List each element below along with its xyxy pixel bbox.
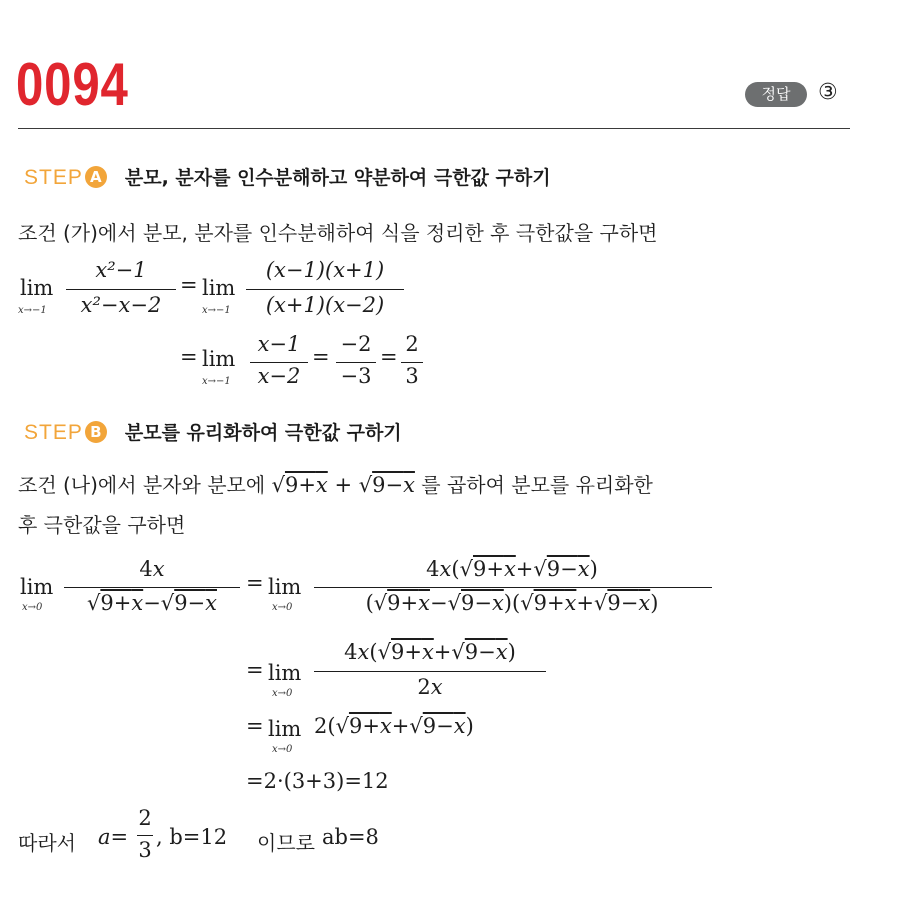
fraction-bar <box>137 835 153 836</box>
step-b-intro-1a: 조건 (나)에서 분자와 분모에 <box>18 473 266 497</box>
problem-number: 0094 <box>16 51 129 118</box>
answer-label-badge: 정답 <box>745 82 807 107</box>
step-a-frac3-num: x−1 <box>257 332 301 356</box>
header-divider <box>18 128 850 129</box>
fraction-bar <box>66 289 176 290</box>
conclusion-pre: 따라서 <box>18 831 76 855</box>
step-a-lim-2: lim <box>202 276 236 300</box>
step-b-intro-1b: 를 곱하여 분모를 유리화한 <box>421 473 653 497</box>
step-b-title: 분모를 유리화하여 극한값 구하기 <box>124 422 402 444</box>
fraction-bar <box>250 362 308 363</box>
conclusion-b-part: , b=12 <box>156 825 228 849</box>
step-a-lim-3: lim <box>202 347 236 371</box>
step-b-lim-1: lim <box>20 575 54 599</box>
step-b-frac1-den: √9+x−√9−x <box>86 591 217 615</box>
step-b-intro-line2: 후 극한값을 구하면 <box>18 513 186 537</box>
fraction-bar <box>314 671 546 672</box>
step-b-line3-expression: 2(√9+x+√9−x) <box>314 714 474 738</box>
step-a-letter-icon: A <box>85 166 107 188</box>
equals-sign: = <box>246 714 264 738</box>
step-a-lim-3-sub: x→−1 <box>202 376 231 387</box>
fraction-bar <box>401 362 423 363</box>
step-b-lim-4: lim <box>268 717 302 741</box>
step-a-frac4-num: −2 <box>340 332 372 356</box>
step-a-title: 분모, 분자를 인수분해하고 약분하여 극한값 구하기 <box>124 167 551 189</box>
step-b-frac3-num: 4x(√9+x+√9−x) <box>344 640 516 664</box>
step-b-frac2-den: (√9+x−√9−x)(√9+x+√9−x) <box>365 591 659 615</box>
equals-sign: = <box>246 571 264 595</box>
step-a-frac5-den: 3 <box>405 364 419 388</box>
step-a-frac3-den: x−2 <box>257 364 301 388</box>
step-b-intro-line1 <box>18 469 653 498</box>
step-a-lim-1: lim <box>20 276 54 300</box>
conclusion-a-num: 2 <box>138 806 152 830</box>
equals-sign: = <box>312 345 330 369</box>
sqrt-sum-expression: √9+x + √9−x <box>271 473 415 497</box>
step-a-frac5-num: 2 <box>405 332 419 356</box>
step-a-lim-2-sub: x→−1 <box>202 305 231 316</box>
step-a-frac1-den: x²−x−2 <box>80 293 162 317</box>
conclusion-ab-part: ab=8 <box>322 825 379 849</box>
step-b-lim-3: lim <box>268 661 302 685</box>
answer-value: ③ <box>818 80 838 105</box>
step-a-frac2-den: (x+1)(x−2) <box>265 293 385 317</box>
step-b-frac2-num: 4x(√9+x+√9−x) <box>426 557 598 581</box>
step-a-frac4-den: −3 <box>340 364 372 388</box>
step-b-line4: =2·(3+3)=12 <box>246 769 389 793</box>
fraction-bar <box>64 587 240 588</box>
step-b-word: STEP <box>24 421 83 444</box>
conclusion-mid: 이므로 <box>257 831 315 855</box>
step-b-heading <box>24 418 402 445</box>
step-b-lim-3-sub: x→0 <box>272 688 293 699</box>
equals-sign: = <box>180 273 198 297</box>
fraction-bar <box>246 289 404 290</box>
step-b-lim-1-sub: x→0 <box>22 602 43 613</box>
step-a-frac1-num: x²−1 <box>95 258 147 282</box>
equals-sign: = <box>246 658 264 682</box>
step-b-lim-2-sub: x→0 <box>272 602 293 613</box>
step-b-frac3-den: 2x <box>417 675 443 699</box>
fraction-bar <box>336 362 376 363</box>
step-a-heading <box>24 163 551 190</box>
fraction-bar <box>314 587 712 588</box>
equals-sign: = <box>380 345 398 369</box>
step-b-letter-icon: B <box>85 421 107 443</box>
step-b-lim-2: lim <box>268 575 302 599</box>
step-a-lim-1-sub: x→−1 <box>18 305 47 316</box>
conclusion-a-den: 3 <box>138 838 152 862</box>
step-a-intro: 조건 (가)에서 분모, 분자를 인수분해하여 식을 정리한 후 극한값을 구하면 <box>18 221 658 245</box>
step-b-frac1-num: 4x <box>139 557 165 581</box>
conclusion-a-eq: a= <box>98 825 129 849</box>
step-a-word: STEP <box>24 166 83 189</box>
step-b-lim-4-sub: x→0 <box>272 744 293 755</box>
equals-sign: = <box>180 345 198 369</box>
step-a-frac2-num: (x−1)(x+1) <box>265 258 385 282</box>
